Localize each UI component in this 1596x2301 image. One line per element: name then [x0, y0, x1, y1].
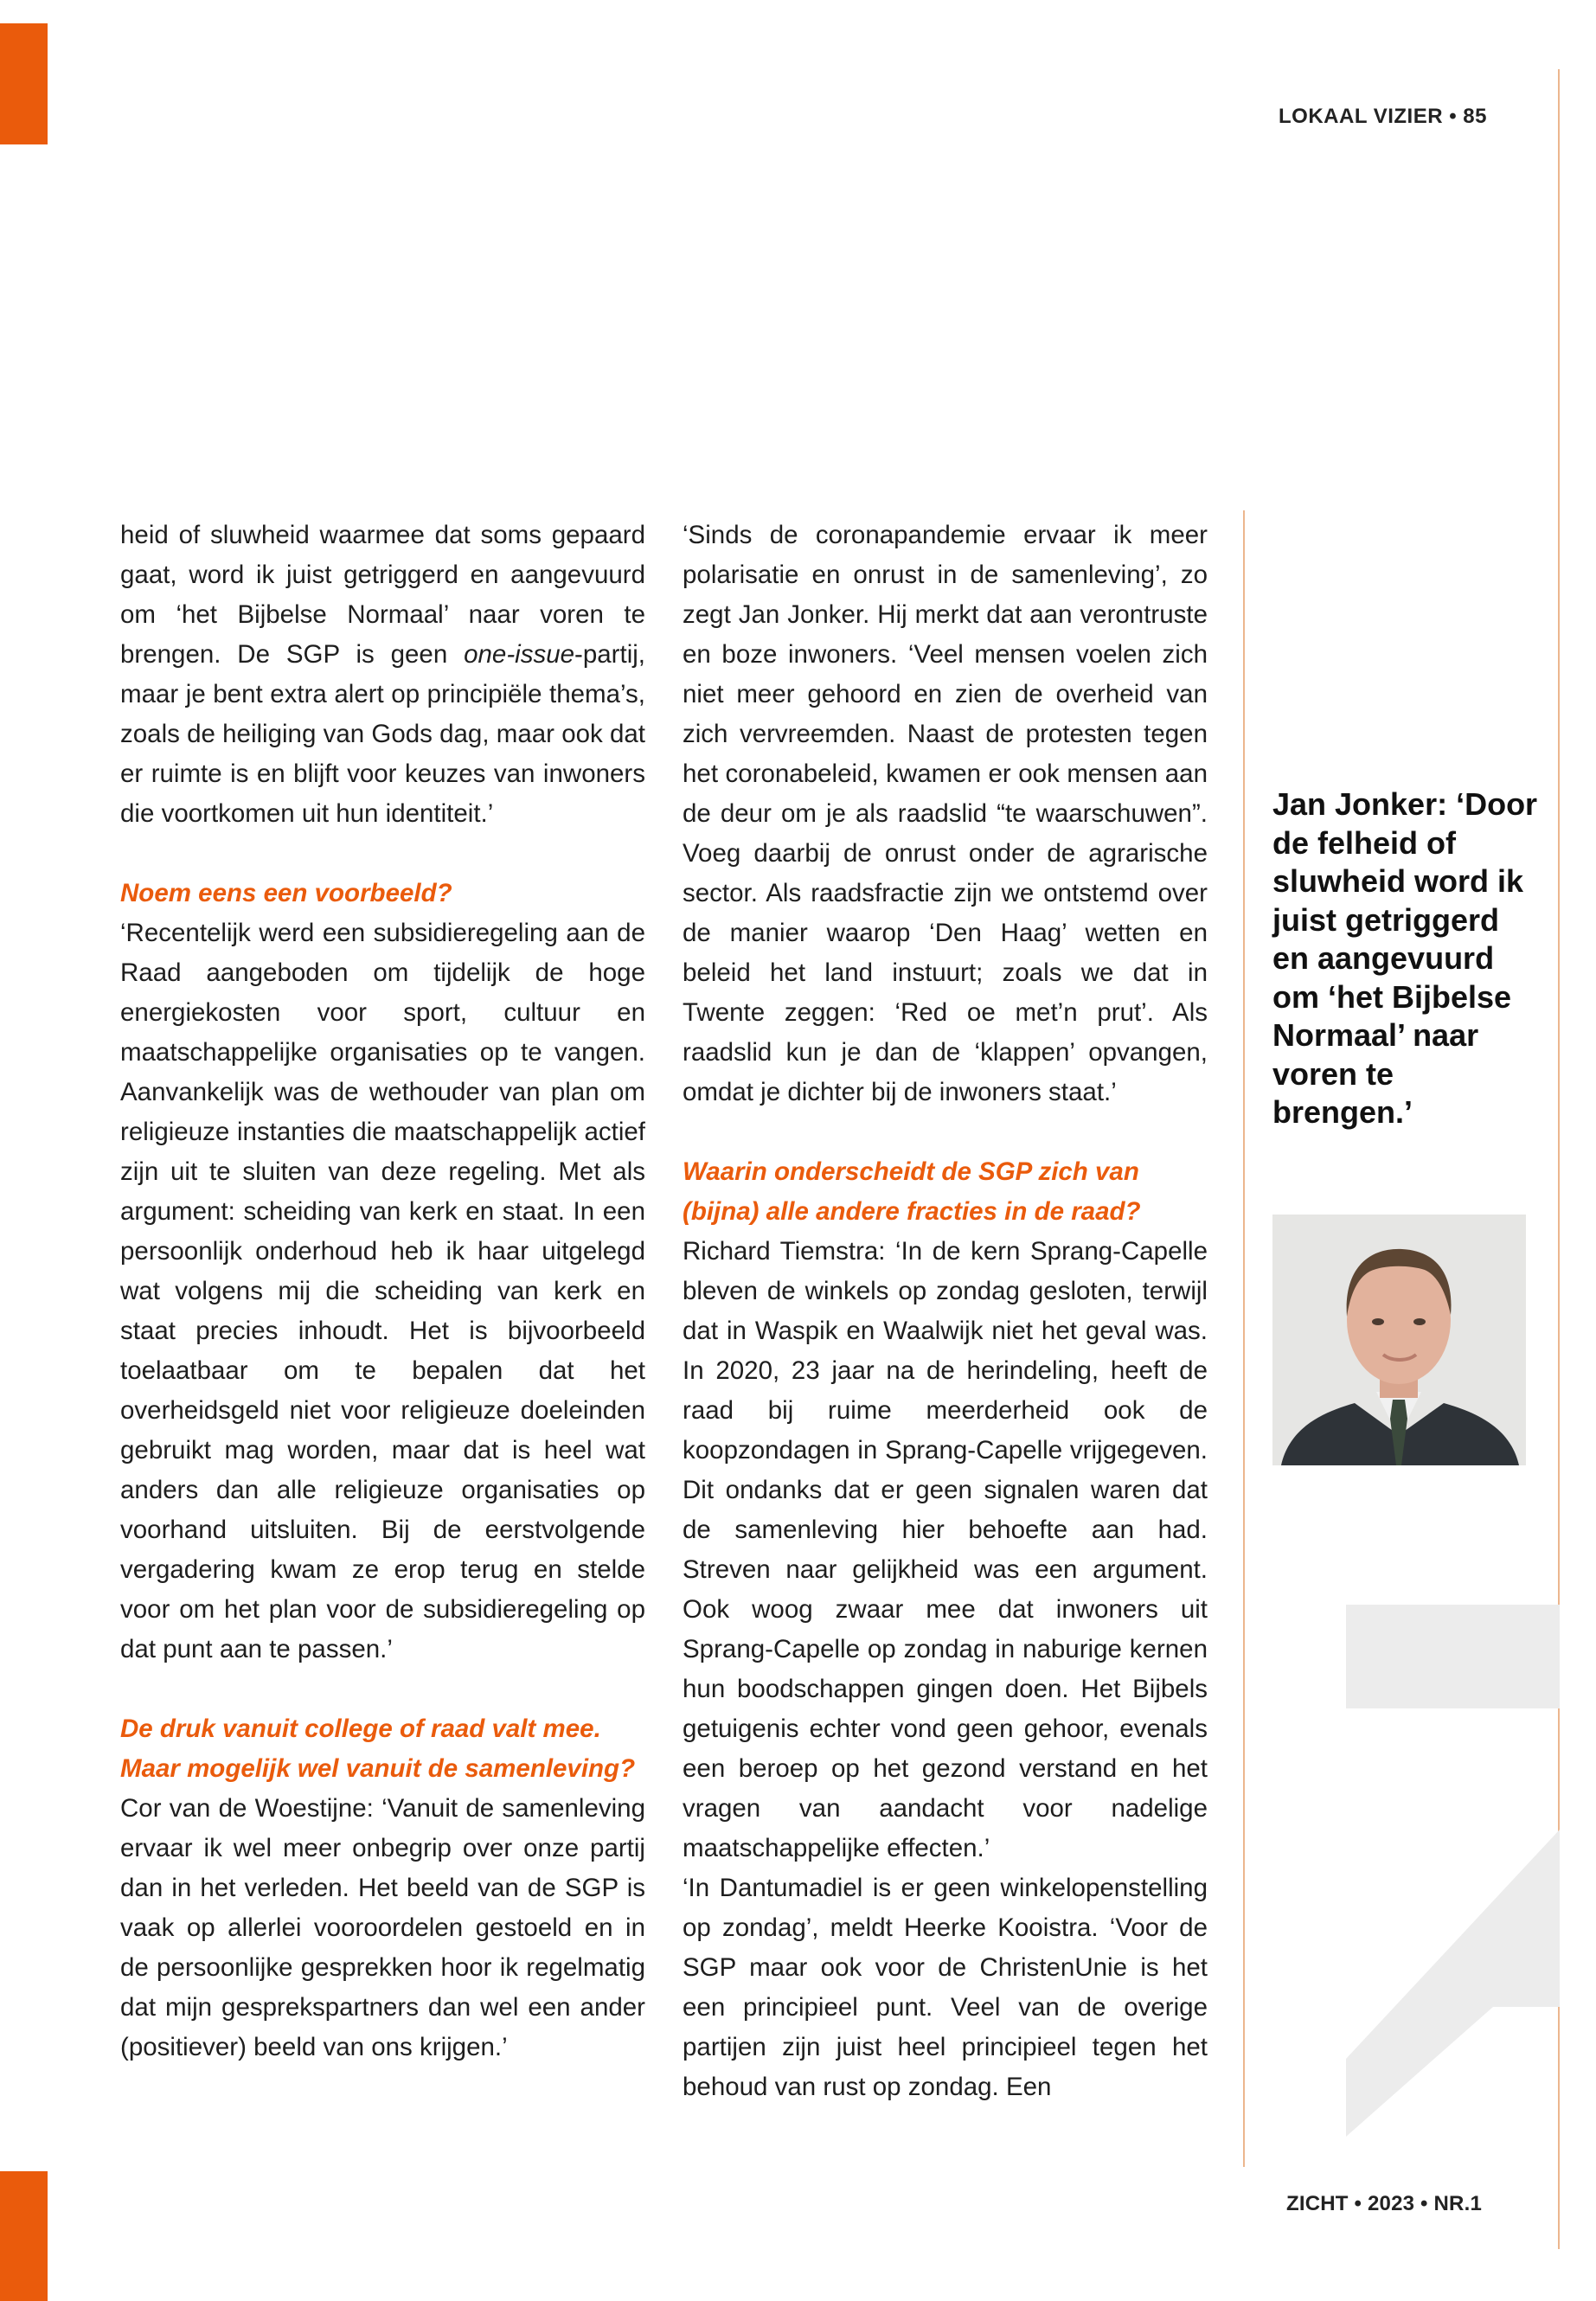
middle-paragraph-1: ‘Sinds de coronapandemie ervaar ik meer polarisatie en onrust in de samenleving’, zo zegt Jan Jonker. Hij merkt dat aan verontruste en boze inwoners. ‘Veel mensen voelen zich niet meer gehoord en zien de overheid van zich vervreemden. Naast de protesten tegen het coronabeleid, kwamen er ook mensen aan de deur om je als raadslid “te waarschuwen”. Voeg daarbij de onrust onder de agrarische sector. Als raadsfractie zijn we ontstemd over de manier waarop ‘Den Haag’ wetten en beleid het land instuurt; zoals we dat in Twente zeggen: ‘Red oe met’n prut’. Als raadslid kun je dan de ‘klappen’ opvangen, omdat je dichter bij de inwoners staat.’ — [683, 521, 1208, 1106]
orange-accent-bar-bottom — [0, 2171, 48, 2301]
left-column — [120, 516, 645, 2067]
middle-column — [683, 516, 1208, 2107]
left-paragraph-2: ‘Recentelijk werd een subsidieregeling aan de Raad aangeboden om tijdelijk de hoge energiekosten voor sport, cultuur en maatschappelijke organisaties op te vangen. Aanvankelijk was de wethouder van plan om religieuze instanties die maatschappelijk actief zijn uit te sluiten van deze regeling. Met als argument: scheiding van kerk en staat. In een persoonlijk onderhoud heb ik haar uitgelegd wat volgens mij die scheiding van kerk en staat precies inhoudt. Het is bijvoorbeeld toelaatbaar om te bepalen dat het overheidsgeld niet voor religieuze doeleinden gebruikt mag worden, maar dat is heel wat anders dan alle religieuze organisaties op voorhand uitsluiten. Bij de eerstvolgende vergadering kwam ze erop terug en stelde voor om het plan voor de subsidieregeling op dat punt aan te passen.’ — [120, 919, 645, 1663]
column-divider-rule — [1243, 510, 1245, 2167]
question-heading: Waarin onderscheidt de SGP zich van (bijna) alle andere fracties in de raad? — [683, 1157, 1141, 1226]
orange-accent-bar-top — [0, 23, 48, 144]
question-heading: De druk vanuit college of raad valt mee. Maar mogelijk wel vanuit de samenleving? — [120, 1715, 636, 1783]
middle-paragraph-3: ‘In Dantumadiel is er geen winkelopenstelling op zondag’, meldt Heerke Kooistra. ‘Voor de SGP maar ook voor de ChristenUnie is het een principieel punt. Veel van de overige partijen zijn juist heel principieel tegen het behoud van rust op zondag. Een — [683, 1874, 1208, 2101]
pull-quote: Jan Jonker: ‘Door de felheid of sluwheid word ik juist getriggerd en aangevuurd om ‘het Bijbelse Normaal’ naar voren te brengen.’ — [1272, 786, 1538, 1130]
left-paragraph-1: heid of sluwheid waarmee dat soms gepaard gaat, word ik juist getriggerd en aangevuurd om ‘het Bijbelse Normaal’ naar voren te brengen. De SGP is geen one-issue-partij, maar je bent extra alert op principiële thema’s, zoals de heiliging van Gods dag, maar ook dat er ruimte is en blijft voor keuzes van inwoners die voortkomen uit hun identiteit.’ — [120, 521, 645, 828]
question-heading: Noem eens een voorbeeld? — [120, 879, 452, 907]
middle-paragraph-2: Richard Tiemstra: ‘In de kern Sprang-Capelle bleven de winkels op zondag gesloten, terwijl dat in Waspik en Waalwijk niet het geval was. In 2020, 23 jaar na de herindeling, heeft de raad bij ruime meerderheid ook de koopzondagen in Sprang-Capelle vrijgegeven. Dit ondanks dat er geen signalen waren dat de samenleving hier behoefte aan had. Streven naar gelijkheid was een argument. Ook woog zwaar mee dat inwoners uit Sprang-Capelle op zondag in naburige kernen hun boodschappen gingen doen. Het Bijbels getuigenis echter vond geen gehoor, evenals een beroep op het gezond verstand en het vragen van aandacht voor nadelige maatschappelijke effecten.’ — [683, 1237, 1208, 1862]
decorative-shape — [1346, 1605, 1560, 2137]
running-header: LOKAAL VIZIER • 85 — [1279, 105, 1487, 128]
left-paragraph-3: Cor van de Woestijne: ‘Vanuit de samenleving ervaar ik wel meer onbegrip over onze partij dan in het verleden. Het beeld van de SGP is vaak op allerlei vooroordelen gestoeld en in de persoonlijke gesprekken hoor ik regelmatig dat mijn gesprekspartners dan wel een ander (positiever) beeld van ons krijgen.’ — [120, 1794, 645, 2061]
running-footer: ZICHT • 2023 • NR.1 — [1286, 2192, 1482, 2215]
portrait-photo — [1272, 1215, 1526, 1465]
portrait-icon — [1272, 1215, 1526, 1465]
